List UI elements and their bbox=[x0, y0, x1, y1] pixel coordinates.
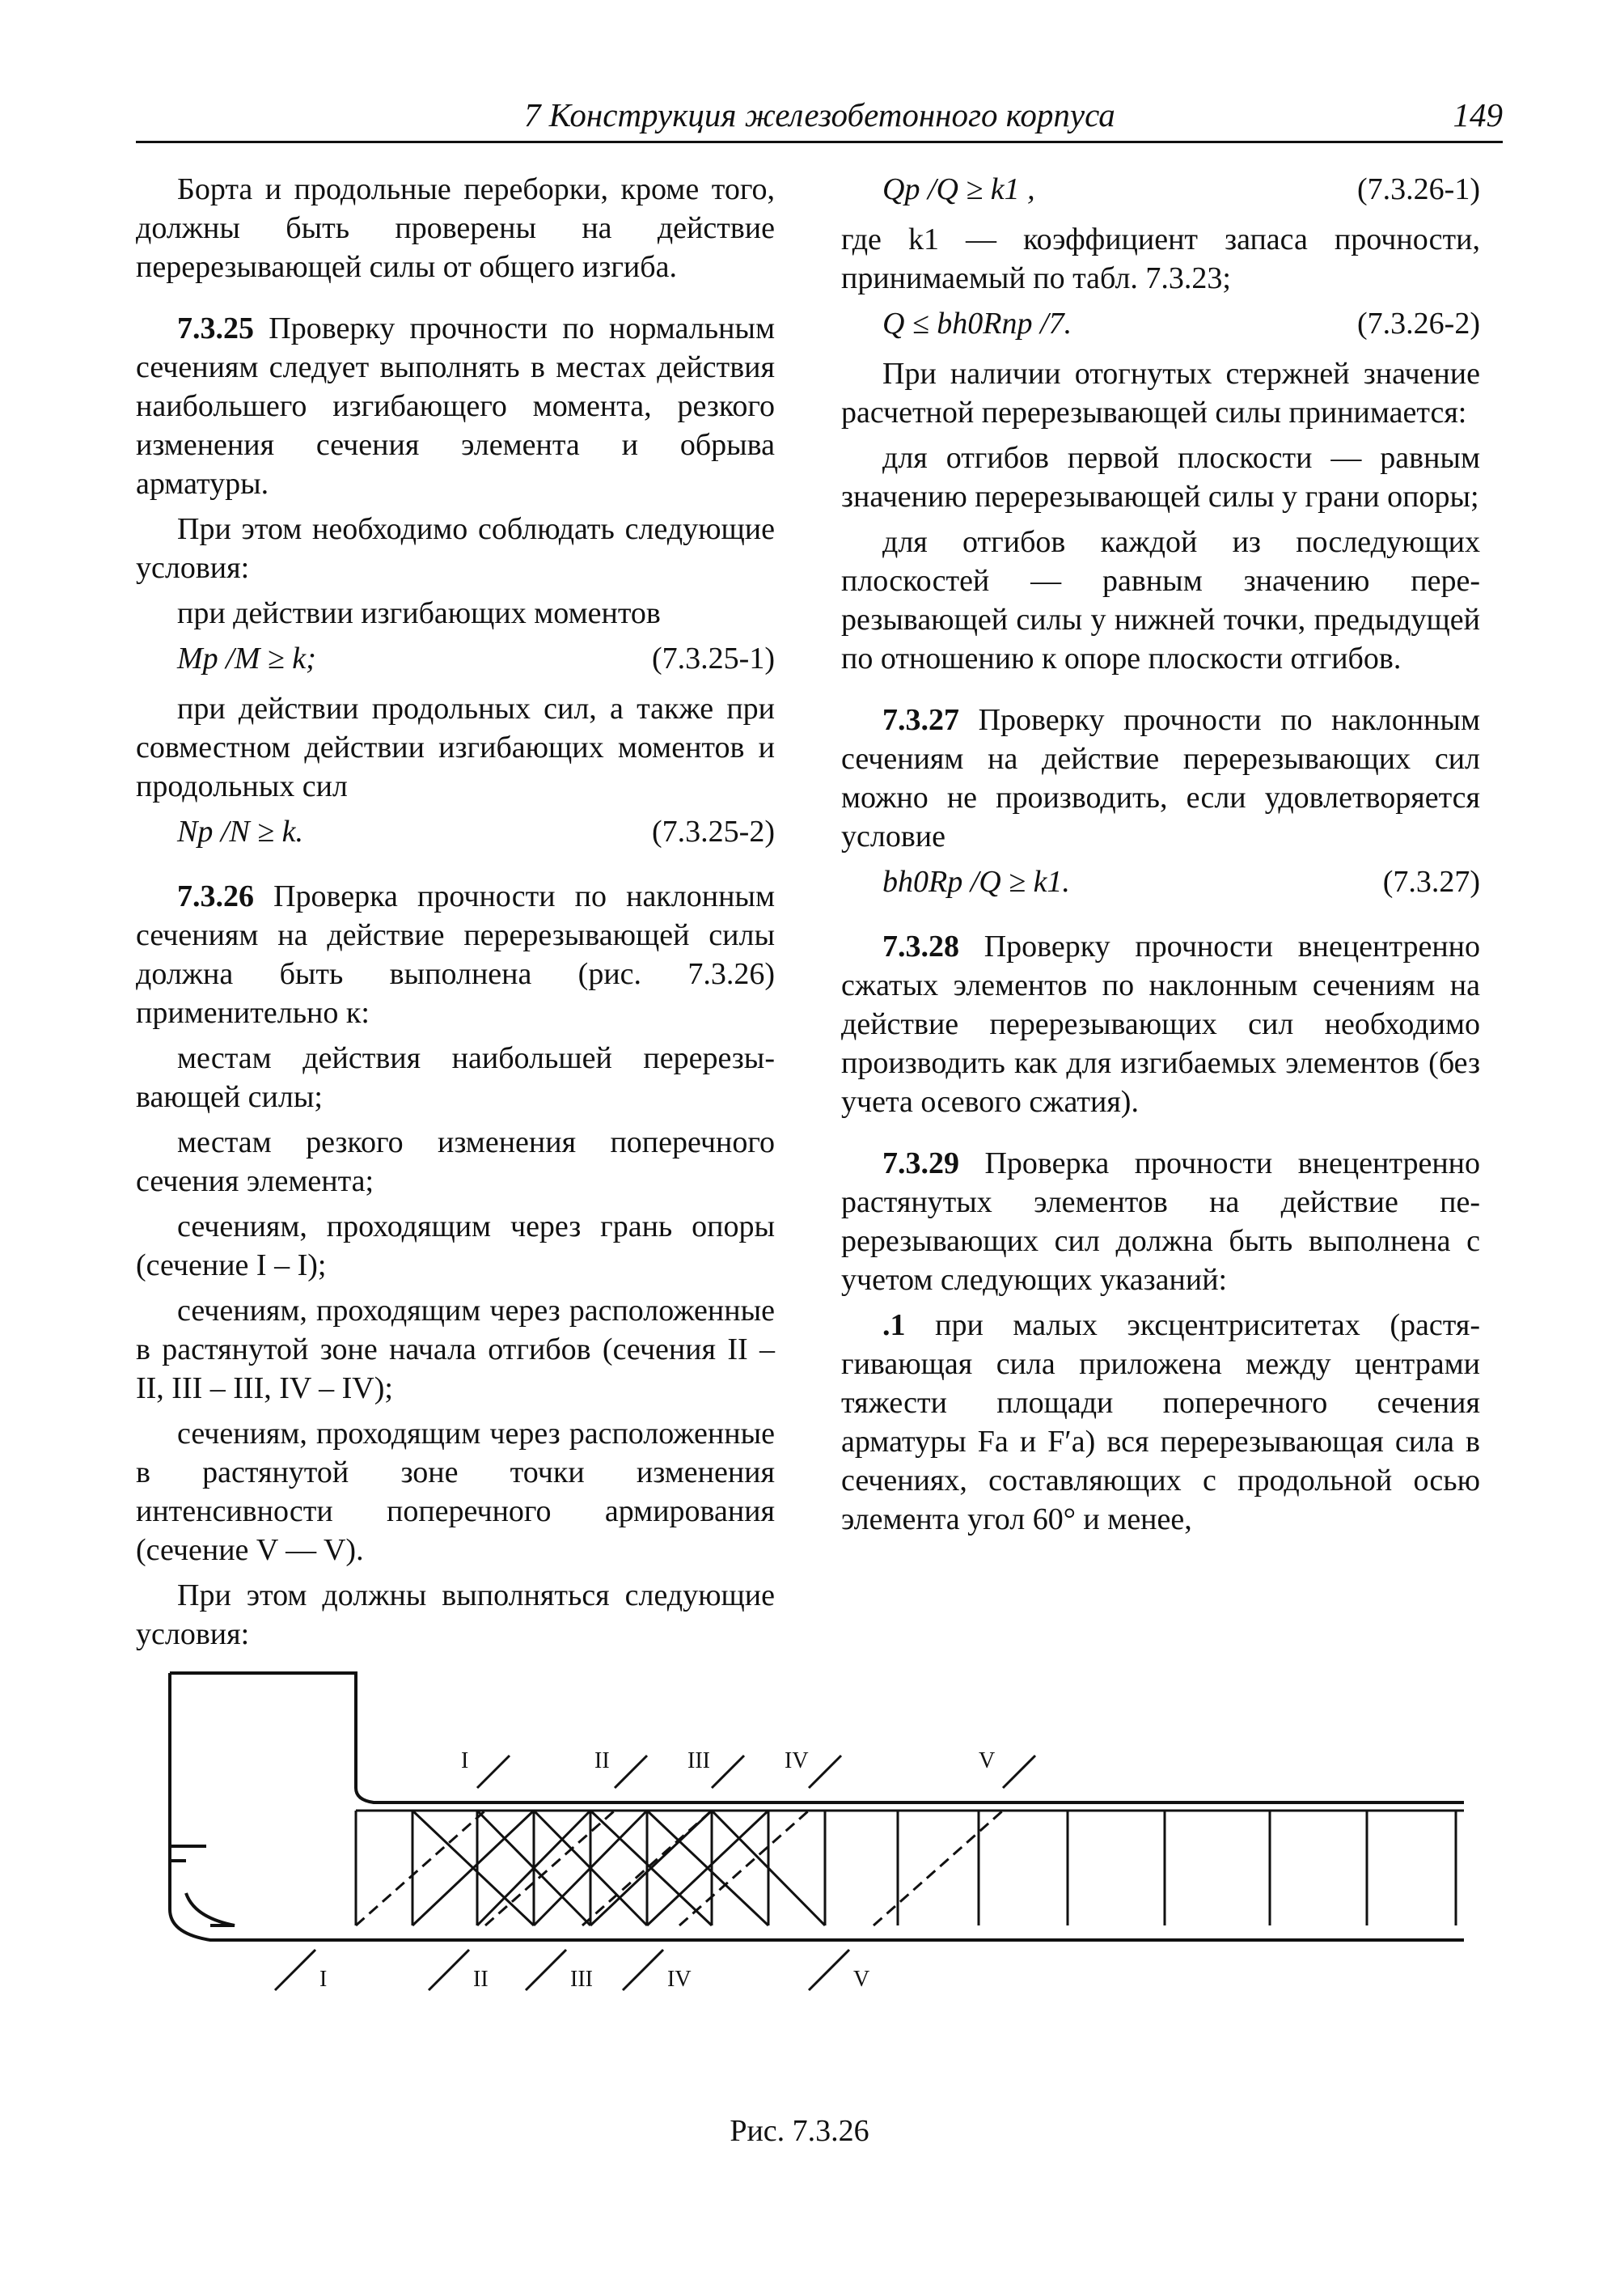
formula-expression: Qр /Q ≥ k1 , bbox=[882, 172, 1035, 206]
paragraph: Борта и продольные переборки, кроме того, должны быть проверены на действие перерезывающей силы от общего изгиба. bbox=[136, 172, 775, 284]
page-number: 149 bbox=[1453, 96, 1503, 133]
section-text: Проверку прочности по нормальным сечениям следует выполнять в местах действия наибольшего изгибающего момента, резкого изменения сечения элемента и обрыва арматуры. bbox=[136, 311, 775, 501]
formula-expression: Q ≤ bh0Rпр /7. bbox=[882, 307, 1072, 341]
stirrups bbox=[356, 1811, 1456, 1925]
section-marks-bottom bbox=[275, 1950, 849, 1990]
formula-expression: Nр /N ≥ k. bbox=[177, 815, 303, 849]
section-label-bottom: I bbox=[319, 1967, 328, 1992]
inclined-sections bbox=[356, 1811, 1003, 1925]
formula-7-3-25-2 bbox=[136, 812, 775, 854]
formula-number: (7.3.26-1) bbox=[1357, 172, 1480, 206]
section-number: 7.3.26 bbox=[177, 879, 254, 913]
section-label-top: III bbox=[687, 1748, 710, 1773]
figure-7-3-26 bbox=[162, 1658, 1488, 2047]
figure-caption: Рис. 7.3.26 bbox=[730, 2114, 869, 2148]
paragraph: где k1 — коэффициент запаса прочности, принимаемый по табл. 7.3.23; bbox=[841, 222, 1480, 295]
section-number: 7.3.27 bbox=[882, 703, 959, 737]
section-text: Проверка прочности по наклонным сечениям на действие перерезывающей силы должна быть выполнена (рис. 7.3.26) применительно к: bbox=[136, 879, 775, 1030]
paragraph: при действии продольных сил, а также при совместном действии изгибающих моментов и продольных сил bbox=[136, 692, 775, 803]
section-text: Проверку прочности по наклонным сечениям на действие перерезывающих сил можно не производить, если удовлетворяется условие bbox=[841, 703, 1480, 854]
formula-number: (7.3.27) bbox=[1382, 865, 1480, 899]
bent-bars bbox=[412, 1811, 825, 1925]
list-item: местам резкого изменения поперечного сечения элемента; bbox=[136, 1125, 775, 1198]
formula-7-3-27 bbox=[841, 862, 1480, 904]
section-number: 7.3.28 bbox=[882, 930, 959, 964]
section-7-3-25 bbox=[136, 309, 775, 503]
section-7-3-26 bbox=[136, 877, 775, 1032]
formula-7-3-26-2 bbox=[841, 304, 1480, 346]
section-label-bottom: V bbox=[853, 1967, 870, 1992]
right-column bbox=[841, 170, 1480, 1545]
list-item: сечениям, проходящим через расположенные в растянутой зоне точки изменения интенсивности поперечного армирования (сечение V — V). bbox=[136, 1417, 775, 1567]
formula-expression: Mр /M ≥ k; bbox=[177, 642, 316, 676]
section-label-bottom: III bbox=[570, 1967, 593, 1992]
paragraph: при действии изгибающих моментов bbox=[177, 596, 661, 630]
formula-number: (7.3.26-2) bbox=[1357, 307, 1480, 341]
formula-7-3-26-1 bbox=[841, 170, 1480, 212]
formula-expression: bh0Rр /Q ≥ k1. bbox=[882, 865, 1070, 899]
paragraph: При этом необходимо соблюдать следующие условия: bbox=[136, 512, 775, 585]
section-text: Проверка прочности внецентренно растянутых элементов на действие перерезывающих сил должна быть выполнена с учетом следующих указаний: bbox=[841, 1146, 1480, 1297]
paragraph: При наличии отогнутых стержней значение расчетной перерезывающей силы принимается: bbox=[841, 357, 1480, 430]
section-label-bottom: II bbox=[473, 1967, 489, 1992]
paragraph: для отгибов каждой из последующих плоскостей — равным значению перерезывающей силы у нижней точки, предыдущей по отношению к опоре плоскости отгибов. bbox=[841, 525, 1480, 676]
section-label-top: I bbox=[461, 1748, 469, 1773]
paragraph: для отгибов первой плоскости — равным значению перерезывающей силы у грани опоры; bbox=[841, 441, 1480, 514]
section-label-top: IV bbox=[785, 1748, 809, 1773]
section-marks-top bbox=[477, 1756, 1035, 1788]
paragraph: При этом должны выполняться следующие условия: bbox=[136, 1578, 775, 1651]
list-item: сечениям, проходящим через грань опоры (сечение I – I); bbox=[136, 1209, 775, 1282]
list-item bbox=[841, 1306, 1480, 1539]
list-item: местам действия наибольшей перерезывающей силы; bbox=[136, 1041, 775, 1114]
left-column bbox=[136, 170, 775, 1660]
running-header bbox=[136, 91, 1503, 143]
list-item: сечениям, проходящим через расположенные в растянутой зоне начала отгибов (сечения II – II, III – III, IV – IV); bbox=[136, 1294, 775, 1405]
section-label-top: II bbox=[594, 1748, 610, 1773]
section-text: Проверку прочности внецентренно сжатых элементов по наклонным сечениям на действие перерезывающих сил необходимо производить как для изгибаемых элементов (без учета осевого сжатия). bbox=[841, 930, 1480, 1119]
chapter-title: 7 Конструкция железобетонного корпуса bbox=[524, 96, 1115, 133]
section-7-3-29 bbox=[841, 1144, 1480, 1299]
item-number: .1 bbox=[882, 1308, 906, 1342]
section-number: 7.3.25 bbox=[177, 311, 254, 345]
section-label-bottom: IV bbox=[667, 1967, 692, 1992]
item-text: при малых эксцентриситетах (растягивающая сила приложена между центрами тяжести площади поперечного сечения арматуры Fа и F′а) вся перерезывающая сила в сечениях, составляющих с продольной осью элемента угол 60° и менее, bbox=[841, 1308, 1480, 1536]
section-number: 7.3.29 bbox=[882, 1146, 959, 1180]
formula-number: (7.3.25-2) bbox=[652, 815, 775, 849]
section-7-3-27 bbox=[841, 701, 1480, 856]
section-label-top: V bbox=[979, 1748, 996, 1773]
formula-number: (7.3.25-1) bbox=[652, 642, 775, 676]
section-7-3-28 bbox=[841, 927, 1480, 1121]
formula-7-3-25-1 bbox=[136, 639, 775, 681]
